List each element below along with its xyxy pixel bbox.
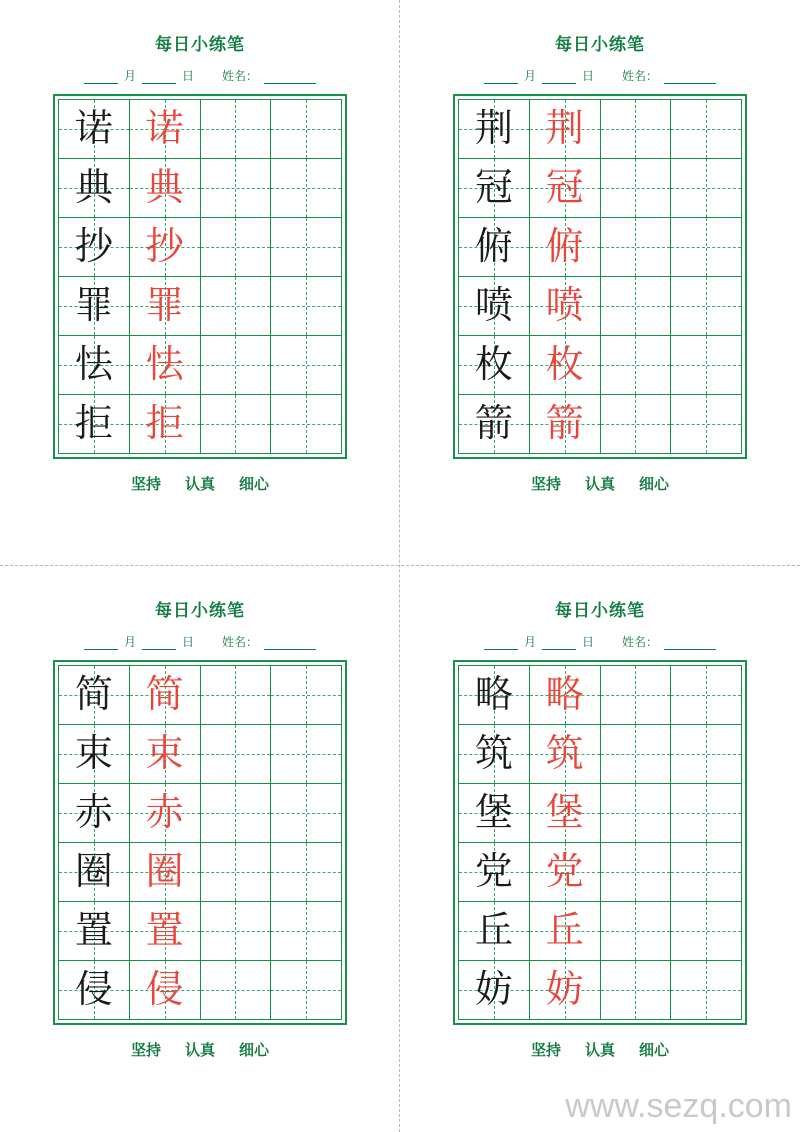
trace-character: 侵 — [145, 969, 184, 1011]
model-character: 喷 — [474, 285, 513, 327]
trace-character: 箭 — [545, 403, 584, 445]
grid-cell-practice[interactable] — [601, 336, 672, 395]
trace-character: 简 — [145, 674, 184, 716]
grid-cell-trace — [130, 902, 201, 961]
day-blank[interactable] — [142, 638, 176, 650]
grid-cell-trace — [530, 666, 601, 725]
meta-row — [440, 633, 760, 650]
grid-cell-practice[interactable] — [671, 725, 742, 784]
model-character: 略 — [474, 674, 513, 716]
grid-cell-model — [59, 277, 130, 336]
trace-character: 俯 — [545, 226, 584, 268]
trace-character: 圈 — [145, 851, 184, 893]
model-character: 简 — [74, 674, 113, 716]
grid-cell-model — [59, 902, 130, 961]
footer-word: 坚持 — [530, 477, 561, 493]
fold-line-vertical — [399, 0, 400, 1132]
grid-cell-model — [59, 100, 130, 159]
grid-cell-model — [59, 159, 130, 218]
model-character: 置 — [74, 910, 113, 952]
grid-cell-model — [59, 395, 130, 454]
grid-cell-model — [459, 277, 530, 336]
grid-cell-model — [459, 784, 530, 843]
name-blank[interactable] — [264, 72, 316, 84]
grid-cell-trace — [130, 159, 201, 218]
character-grid-border — [453, 94, 747, 459]
grid-cell-practice[interactable] — [271, 100, 342, 159]
grid-cell-practice[interactable] — [271, 961, 342, 1020]
grid-cell-model — [59, 725, 130, 784]
model-character: 束 — [74, 733, 113, 775]
practice-sheet — [400, 0, 800, 566]
footer-word: 细心 — [239, 1043, 270, 1059]
grid-cell-trace — [530, 902, 601, 961]
footer-word: 细心 — [239, 477, 270, 493]
grid-cell-model — [459, 336, 530, 395]
month-blank[interactable] — [84, 638, 118, 650]
day-blank[interactable] — [142, 72, 176, 84]
model-character: 荆 — [474, 108, 513, 150]
grid-cell-model — [59, 336, 130, 395]
trace-character: 诺 — [145, 108, 184, 150]
grid-cell-practice[interactable] — [671, 666, 742, 725]
model-character: 侵 — [74, 969, 113, 1011]
trace-character: 筑 — [545, 733, 584, 775]
grid-cell-practice[interactable] — [271, 902, 342, 961]
grid-cell-trace — [530, 395, 601, 454]
grid-cell-model — [59, 784, 130, 843]
grid-cell-practice[interactable] — [201, 100, 272, 159]
grid-cell-practice[interactable] — [671, 784, 742, 843]
practice-sheet — [400, 566, 800, 1132]
model-character: 筑 — [474, 733, 513, 775]
fold-line-horizontal — [0, 565, 800, 566]
grid-cell-trace — [130, 336, 201, 395]
grid-cell-trace — [530, 277, 601, 336]
grid-cell-practice[interactable] — [671, 159, 742, 218]
trace-character: 丘 — [545, 910, 584, 952]
name-label: 姓名： — [222, 69, 259, 83]
grid-cell-practice[interactable] — [201, 395, 272, 454]
grid-cell-model — [59, 218, 130, 277]
trace-character: 典 — [145, 167, 184, 209]
trace-character: 荆 — [545, 108, 584, 150]
grid-cell-model — [459, 100, 530, 159]
grid-cell-model — [59, 843, 130, 902]
watermark: www.sezq.com — [565, 1087, 792, 1125]
model-character: 俯 — [474, 226, 513, 268]
character-grid — [458, 99, 742, 454]
footer-word: 坚持 — [130, 1043, 161, 1059]
grid-cell-practice[interactable] — [601, 961, 672, 1020]
model-character: 怯 — [74, 344, 113, 386]
grid-cell-model — [459, 218, 530, 277]
model-character: 堡 — [474, 792, 513, 834]
month-blank[interactable] — [484, 72, 518, 84]
trace-character: 置 — [145, 910, 184, 952]
meta-row — [440, 67, 760, 84]
character-grid — [58, 665, 342, 1020]
model-character: 冠 — [474, 167, 513, 209]
grid-cell-model — [459, 666, 530, 725]
grid-cell-practice[interactable] — [271, 666, 342, 725]
footer-motto — [40, 473, 360, 494]
character-grid-border — [53, 660, 347, 1025]
model-character: 党 — [474, 851, 513, 893]
grid-cell-practice[interactable] — [201, 784, 272, 843]
grid-cell-trace — [530, 725, 601, 784]
grid-cell-practice[interactable] — [671, 277, 742, 336]
name-label: 姓名： — [622, 69, 659, 83]
page-title: 每日小练笔 — [555, 601, 645, 620]
model-character: 妨 — [474, 969, 513, 1011]
grid-cell-model — [459, 961, 530, 1020]
day-blank[interactable] — [542, 638, 576, 650]
grid-cell-trace — [530, 843, 601, 902]
grid-cell-practice[interactable] — [201, 725, 272, 784]
grid-cell-trace — [130, 843, 201, 902]
grid-cell-practice[interactable] — [671, 843, 742, 902]
grid-cell-practice[interactable] — [601, 159, 672, 218]
month-label: 月 — [523, 69, 536, 83]
trace-character: 束 — [145, 733, 184, 775]
trace-character: 党 — [545, 851, 584, 893]
grid-cell-practice[interactable] — [601, 725, 672, 784]
model-character: 圈 — [74, 851, 113, 893]
grid-cell-model — [459, 159, 530, 218]
grid-cell-trace — [130, 218, 201, 277]
meta-row — [40, 67, 360, 84]
character-grid — [458, 665, 742, 1020]
grid-cell-model — [459, 725, 530, 784]
page-title: 每日小练笔 — [155, 601, 245, 620]
trace-character: 赤 — [145, 792, 184, 834]
model-character: 丘 — [474, 910, 513, 952]
grid-cell-practice[interactable] — [271, 218, 342, 277]
grid-cell-model — [459, 902, 530, 961]
grid-cell-practice[interactable] — [271, 784, 342, 843]
grid-cell-trace — [530, 336, 601, 395]
footer-motto — [40, 1039, 360, 1060]
model-character: 抄 — [74, 226, 113, 268]
trace-character: 抄 — [145, 226, 184, 268]
grid-cell-trace — [130, 100, 201, 159]
grid-cell-practice[interactable] — [201, 159, 272, 218]
footer-word: 认真 — [584, 1043, 615, 1059]
character-grid-border — [453, 660, 747, 1025]
practice-sheet — [0, 0, 400, 566]
name-blank[interactable] — [264, 638, 316, 650]
grid-cell-trace — [530, 100, 601, 159]
grid-cell-practice[interactable] — [671, 218, 742, 277]
grid-cell-practice[interactable] — [271, 395, 342, 454]
footer-word: 认真 — [584, 477, 615, 493]
model-character: 典 — [74, 167, 113, 209]
month-label: 月 — [523, 635, 536, 649]
name-label: 姓名： — [622, 635, 659, 649]
grid-cell-trace — [530, 159, 601, 218]
grid-cell-model — [459, 395, 530, 454]
trace-character: 拒 — [145, 403, 184, 445]
footer-motto — [440, 1039, 760, 1060]
grid-cell-practice[interactable] — [201, 277, 272, 336]
footer-word: 认真 — [184, 477, 215, 493]
grid-cell-trace — [530, 218, 601, 277]
trace-character: 妨 — [545, 969, 584, 1011]
grid-cell-practice[interactable] — [671, 100, 742, 159]
grid-cell-trace — [530, 961, 601, 1020]
trace-character: 枚 — [545, 344, 584, 386]
meta-row — [40, 633, 360, 650]
model-character: 诺 — [74, 108, 113, 150]
month-label: 月 — [123, 69, 136, 83]
grid-cell-practice[interactable] — [601, 843, 672, 902]
grid-cell-practice[interactable] — [271, 277, 342, 336]
grid-cell-practice[interactable] — [271, 336, 342, 395]
grid-cell-trace — [130, 395, 201, 454]
trace-character: 堡 — [545, 792, 584, 834]
month-label: 月 — [123, 635, 136, 649]
grid-cell-practice[interactable] — [201, 666, 272, 725]
grid-cell-practice[interactable] — [601, 666, 672, 725]
grid-cell-practice[interactable] — [201, 336, 272, 395]
grid-cell-practice[interactable] — [671, 395, 742, 454]
character-grid — [58, 99, 342, 454]
grid-cell-practice[interactable] — [601, 277, 672, 336]
grid-cell-practice[interactable] — [201, 218, 272, 277]
grid-cell-practice[interactable] — [271, 725, 342, 784]
day-label: 日 — [581, 635, 594, 649]
grid-cell-practice[interactable] — [671, 902, 742, 961]
footer-word: 细心 — [639, 477, 670, 493]
grid-cell-trace — [130, 784, 201, 843]
model-character: 赤 — [74, 792, 113, 834]
grid-cell-trace — [130, 277, 201, 336]
grid-cell-practice[interactable] — [201, 961, 272, 1020]
name-blank[interactable] — [664, 72, 716, 84]
grid-cell-practice[interactable] — [601, 395, 672, 454]
trace-character: 怯 — [145, 344, 184, 386]
grid-cell-model — [459, 843, 530, 902]
footer-word: 细心 — [639, 1043, 670, 1059]
grid-cell-trace — [130, 725, 201, 784]
grid-cell-practice[interactable] — [271, 843, 342, 902]
grid-cell-trace — [530, 784, 601, 843]
grid-cell-practice[interactable] — [201, 843, 272, 902]
name-blank[interactable] — [664, 638, 716, 650]
page-title: 每日小练笔 — [555, 35, 645, 54]
character-grid-border — [53, 94, 347, 459]
model-character: 罪 — [74, 285, 113, 327]
grid-cell-practice[interactable] — [601, 784, 672, 843]
grid-cell-model — [59, 961, 130, 1020]
grid-cell-practice[interactable] — [671, 336, 742, 395]
month-blank[interactable] — [84, 72, 118, 84]
grid-cell-trace — [130, 961, 201, 1020]
grid-cell-practice[interactable] — [601, 100, 672, 159]
model-character: 枚 — [474, 344, 513, 386]
model-character: 箭 — [474, 403, 513, 445]
grid-cell-trace — [130, 666, 201, 725]
footer-word: 认真 — [184, 1043, 215, 1059]
trace-character: 冠 — [545, 167, 584, 209]
footer-motto — [440, 473, 760, 494]
grid-cell-practice[interactable] — [671, 961, 742, 1020]
page-title: 每日小练笔 — [155, 35, 245, 54]
month-blank[interactable] — [484, 638, 518, 650]
day-label: 日 — [181, 69, 194, 83]
practice-sheet — [0, 566, 400, 1132]
trace-character: 喷 — [545, 285, 584, 327]
footer-word: 坚持 — [530, 1043, 561, 1059]
trace-character: 罪 — [145, 285, 184, 327]
footer-word: 坚持 — [130, 477, 161, 493]
grid-cell-practice[interactable] — [201, 902, 272, 961]
name-label: 姓名： — [222, 635, 259, 649]
day-blank[interactable] — [542, 72, 576, 84]
day-label: 日 — [181, 635, 194, 649]
grid-cell-model — [59, 666, 130, 725]
grid-cell-practice[interactable] — [271, 159, 342, 218]
grid-cell-practice[interactable] — [601, 902, 672, 961]
model-character: 拒 — [74, 403, 113, 445]
grid-cell-practice[interactable] — [601, 218, 672, 277]
trace-character: 略 — [545, 674, 584, 716]
day-label: 日 — [581, 69, 594, 83]
